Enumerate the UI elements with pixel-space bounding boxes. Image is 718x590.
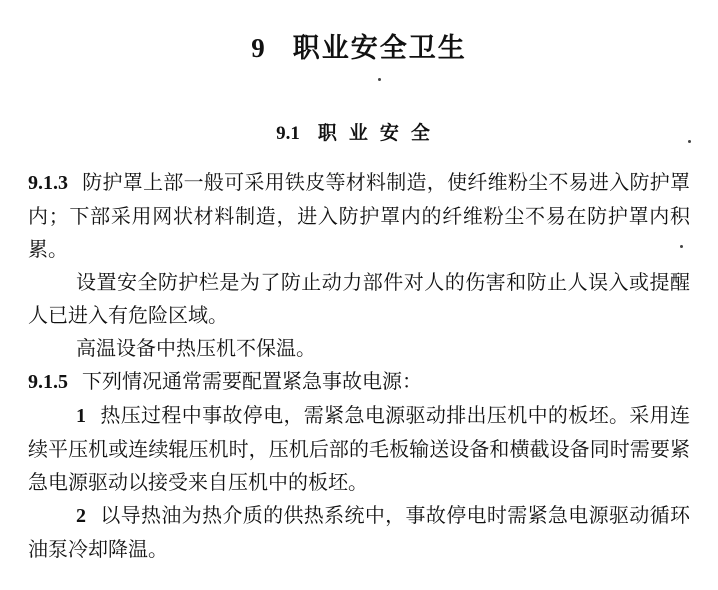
chapter-title: 职业安全卫生	[292, 33, 467, 64]
paragraph-text: 设置安全防护栏是为了防止动力部件对人的伤害和防止人误入或提醒人已进入有危险区域。	[28, 270, 690, 327]
section-number: 9.1	[276, 123, 300, 144]
document-body	[28, 166, 690, 566]
chapter-number: 9	[251, 33, 267, 63]
clause-9-1-3-paragraph-3	[28, 332, 690, 365]
chapter-heading	[0, 26, 718, 65]
scan-speck	[378, 78, 381, 81]
item-text: 热压过程中事故停电，需紧急电源驱动排出压机中的板坯。采用连续平压机或连续辊压机时，压机后部的毛板输送设备和横截设备同时需要紧急电源驱动以接受来自压机中的板坯。	[28, 403, 690, 494]
item-text: 以导热油为热介质的供热系统中，事故停电时需紧急电源驱动循环油泵冷却降温。	[28, 503, 690, 561]
item-number: 1	[76, 405, 86, 427]
clause-9-1-3-paragraph-1	[28, 166, 690, 266]
paragraph-text: 防护罩上部一般可采用铁皮等材料制造，使纤维粉尘不易进入防护罩内；下部采用网状材料制造，进入防护罩内的纤维粉尘不易在防护罩内积累。	[28, 170, 690, 261]
item-number: 2	[76, 505, 86, 527]
section-heading	[0, 118, 718, 145]
list-item	[28, 399, 690, 499]
paragraph-text: 下列情况通常需要配置紧急事故电源：	[82, 369, 422, 393]
section-title: 职业安全	[317, 122, 442, 144]
clause-number: 9.1.3	[28, 172, 68, 194]
clause-9-1-3-paragraph-2	[28, 266, 690, 332]
list-item	[28, 499, 690, 566]
clause-number: 9.1.5	[28, 371, 68, 393]
scan-speck	[680, 245, 683, 248]
paragraph-text: 高温设备中热压机不保温。	[76, 336, 316, 360]
scan-speck	[688, 140, 691, 143]
clause-9-1-5-intro	[28, 365, 690, 399]
